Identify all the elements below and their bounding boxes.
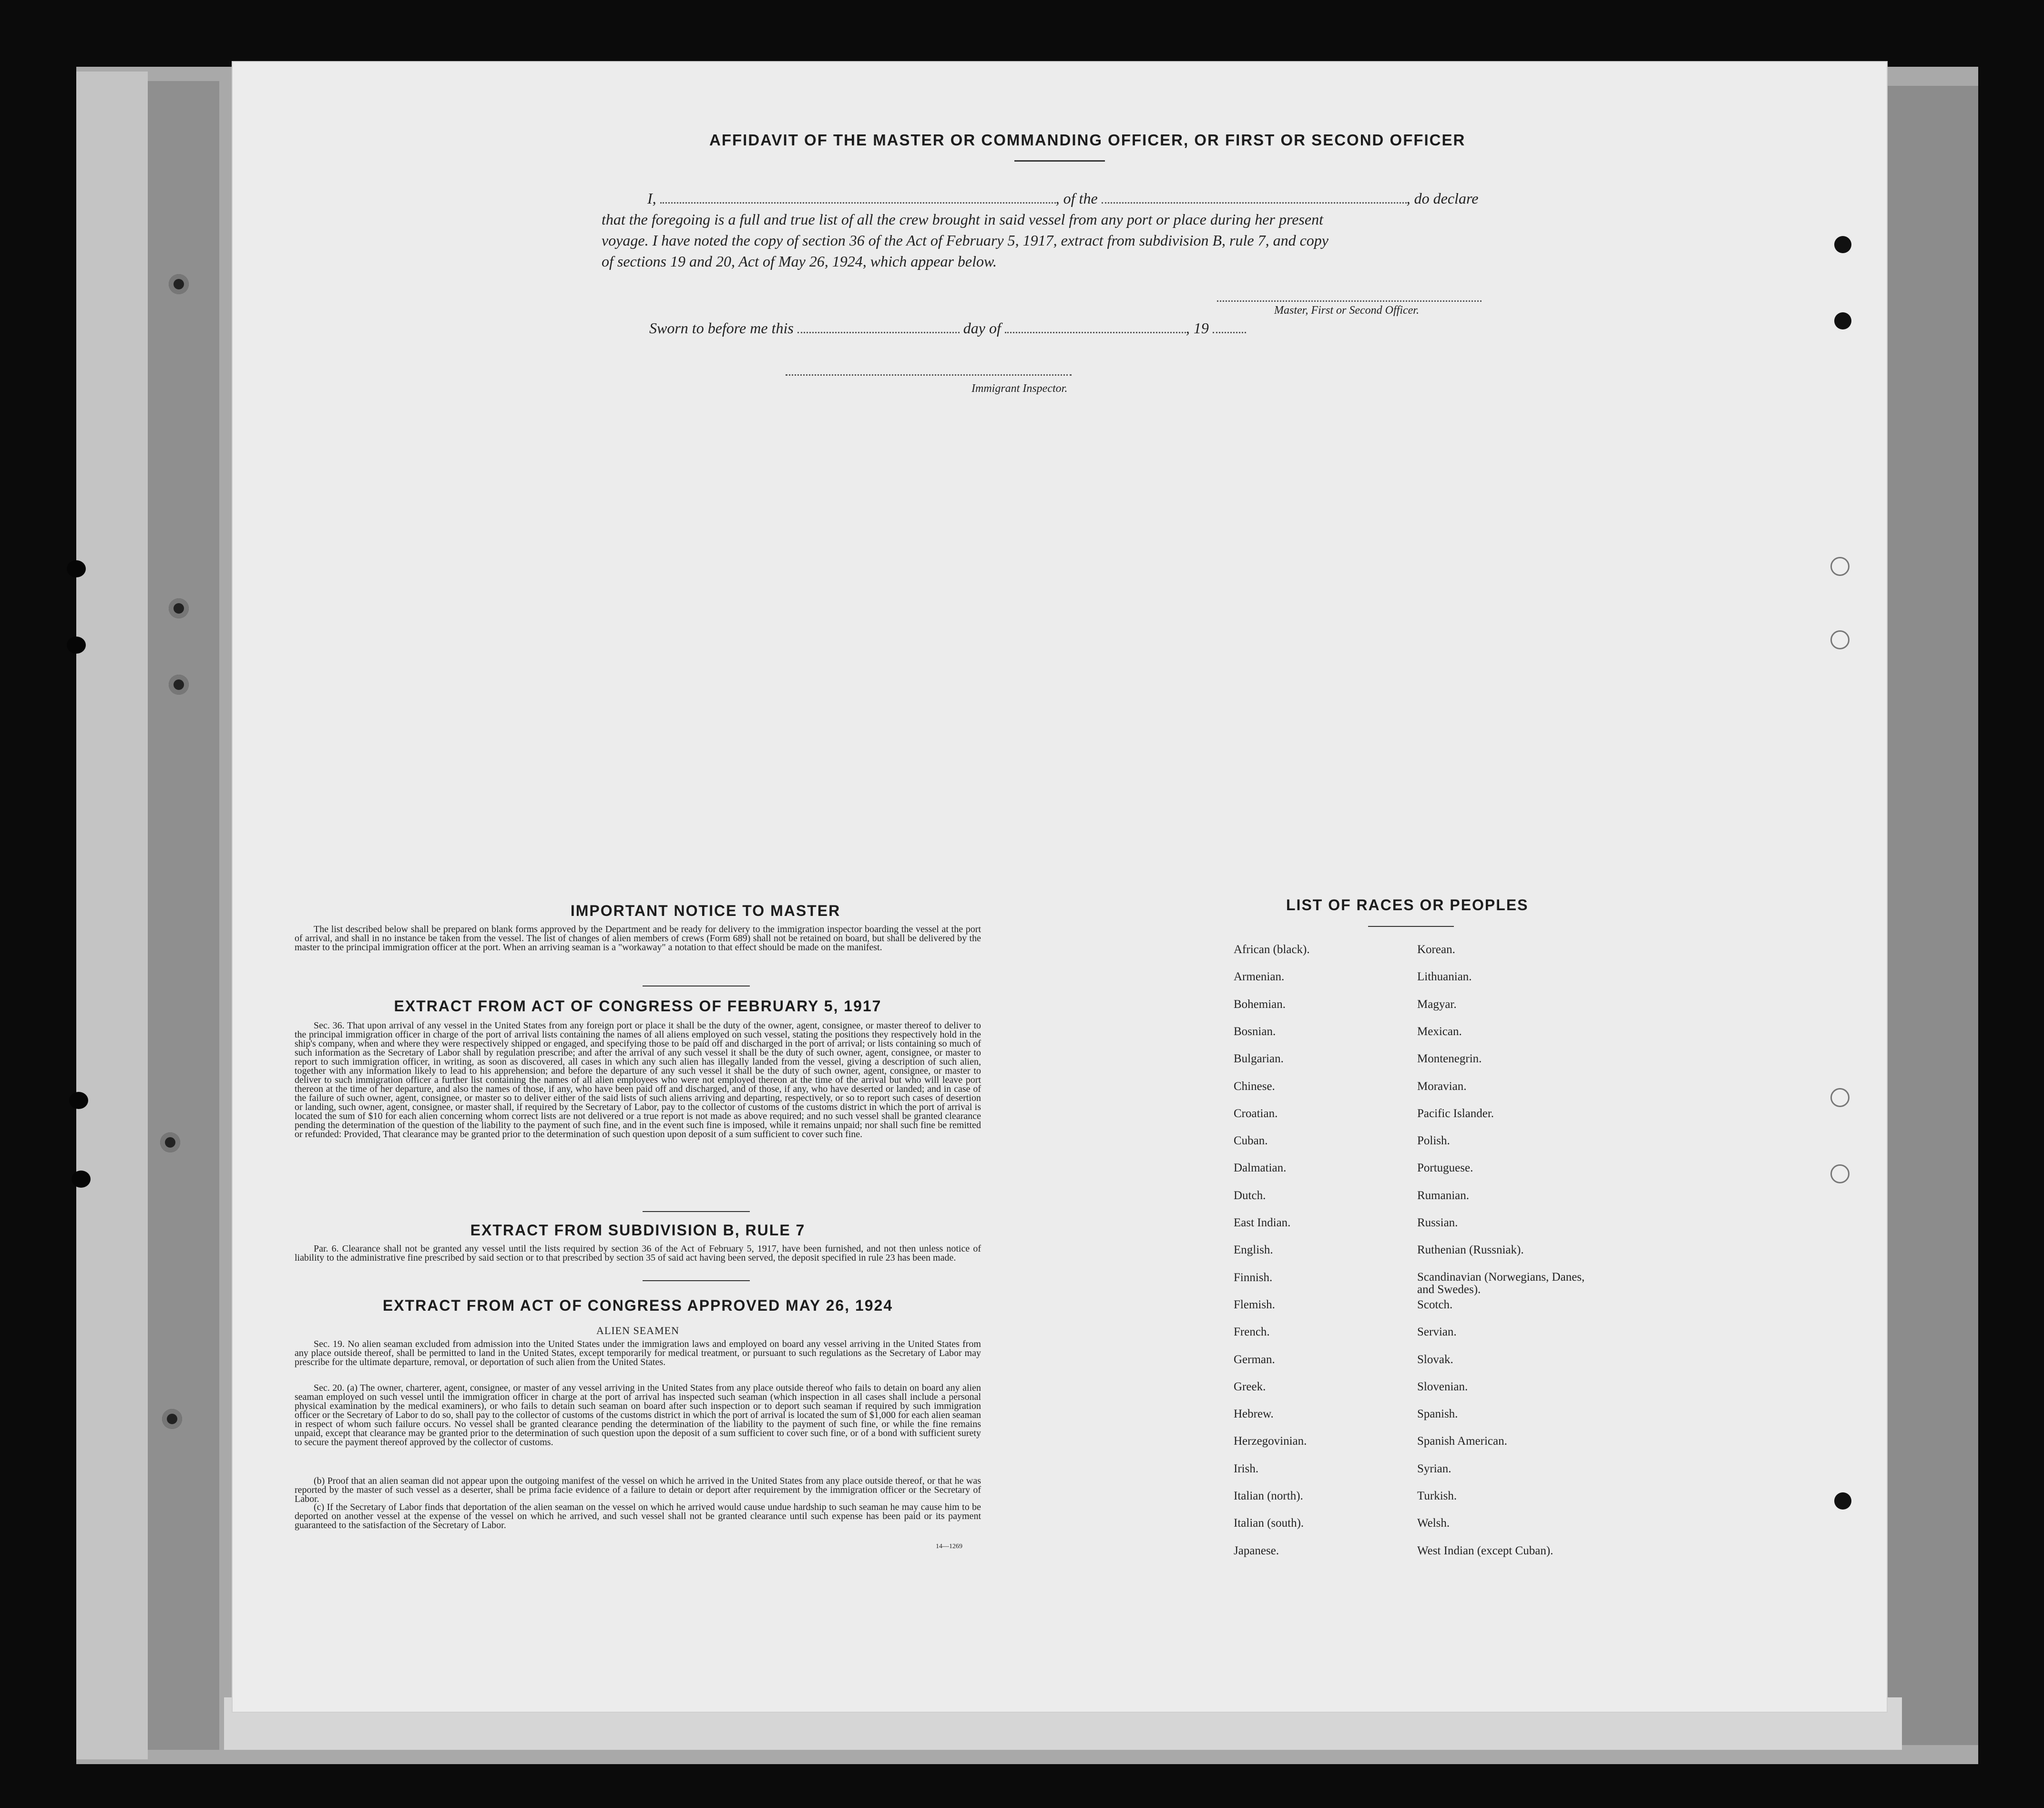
section-rule (643, 1280, 750, 1281)
punch-hole (1830, 630, 1850, 649)
sworn-year-blank[interactable] (1213, 332, 1246, 333)
sworn-day-of: day of (963, 319, 1001, 337)
race-item: African (black). (1234, 943, 1310, 956)
race-item: Turkish. (1417, 1490, 1457, 1502)
master-signature-line[interactable] (1217, 300, 1482, 302)
name-blank[interactable] (660, 202, 1056, 204)
binding-hole (69, 1092, 88, 1109)
race-item: Chinese. (1234, 1079, 1275, 1093)
form-number: 14—1269 (936, 1543, 962, 1550)
section-rule (643, 1211, 750, 1212)
race-item: Scandinavian (Norwegians, Danes, and Swedes). (1417, 1270, 1585, 1296)
affidavit-line-2: that the foregoing is a full and true list of all the crew brought in said vessel from any port or place during her present (602, 211, 1323, 228)
inspector-caption: Immigrant Inspector. (971, 382, 1068, 395)
affidavit-line-4: of sections 19 and 20, Act of May 26, 1924, which appear below. (602, 253, 997, 270)
sworn-start: Sworn to before me this (649, 319, 794, 337)
binding-hole (160, 1132, 180, 1152)
race-item: Armenian. (1234, 970, 1285, 984)
affidavit-line-3: voyage. I have noted the copy of section 36 of the Act of February 5, 1917, extract from subdivision B, rule 7, and copy (602, 232, 1329, 249)
master-caption: Master, First or Second Officer. (1274, 304, 1419, 317)
sworn-day-blank[interactable] (797, 332, 960, 333)
sec19-text: Sec. 19. No alien seaman excluded from admission into the United States under the immigration laws and employed on board any vessel arriving in the United States from any place outside thereof, shall be permitted to land in the United States, except temporarily for medical treatment, or pursuant to such regulations as the Secretary of Labor may prescribe for the ultimate departure, removal, or deportation of such alien from the United States. (295, 1339, 981, 1367)
race-item: German. (1234, 1353, 1275, 1366)
race-item: Montenegrin. (1417, 1052, 1482, 1066)
race-item: Bohemian. (1234, 997, 1286, 1011)
left-binding-shadow (148, 81, 219, 1750)
binding-hole (169, 274, 189, 294)
inspector-signature-line[interactable] (786, 374, 1072, 376)
race-item: Mexican. (1417, 1025, 1462, 1038)
race-item: East Indian. (1234, 1216, 1291, 1229)
sec20c-text: (c) If the Secretary of Labor finds that deportation of the alien seaman on the vessel on which he arrived would cause undue hardship to such seaman he may cause him to be deported on another vessel at the expense of the vessel on which he arrived, and such vessel shall not be granted clearance until such expense has been paid or its payment guaranteed to the satisfaction of the Secretary of Labor. (295, 1502, 981, 1531)
race-item: Syrian. (1417, 1462, 1451, 1475)
race-item: Rumanian. (1417, 1189, 1470, 1202)
race-item: Moravian. (1417, 1079, 1467, 1093)
manifest-page (233, 62, 1887, 1712)
race-item: Irish. (1234, 1462, 1259, 1475)
race-item: Italian (south). (1234, 1517, 1304, 1530)
sworn-year: , 19 (1186, 319, 1209, 337)
race-item: Spanish. (1417, 1407, 1458, 1421)
punch-hole (1830, 1164, 1850, 1183)
alien-seamen-subtitle: ALIEN SEAMEN (596, 1325, 679, 1336)
extract-1917-text: Sec. 36. That upon arrival of any vessel in the United States from any foreign port or place it shall be the duty of the owner, agent, consignee, or master thereof to deliver to the principal immigration officer in charge of the port of arrival lists containing the names of all aliens employed on such vessel, stating the positions they respectively hold in the ship's company, when and where they were respectively shipped or engaged, and specifying those to be paid off and discharged in the port of arrival; or lists containing so much of such information as the Secretary of Labor shall by regulation prescribe; and after the arrival of any such vessel it shall be the duty of such owner, agent, consignee, or master to report to such immigration officer, in writing, as soon as discovered, all cases in which any such alien has illegally landed from the vessel, giving a description of such alien, together with any information likely to lead to his apprehension; and before the departure of any such vessel it shall be the duty of such owner, agent, consignee, or master to deliver to such immigration officer a further list containing the names of all alien employees who were not employed thereon at the time of the arrival but who will leave port thereon at the time of her departure, and also the names of those, if any, who have been paid off and discharged, and of those, if any, who have deserted or landed; and in case of the failure of such owner, agent, consignee, or master so to deliver either of the said lists of such aliens arriving and departing, respectively, or so to report such cases of desertion or landing, such owner, agent, consignee, or master shall, if required by the Secretary of Labor, pay to the collector of customs of the customs district in which the port of arrival is located the sum of $10 for each alien concerning whom correct lists are not delivered or a true report is not made as above required; and no such vessel shall be granted clearance pending the determination of the question of the liability to the payment of such fine, and in the event such fine is imposed, while it remains unpaid; nor shall such fine be remitted or refunded: Provided, That clearance may be granted prior to the determination of such question upon deposit of a sum sufficient to cover such fine. (295, 1020, 981, 1140)
race-item: Russian. (1417, 1216, 1458, 1229)
race-item: Magyar. (1417, 997, 1457, 1011)
race-item: Bosnian. (1234, 1025, 1276, 1038)
sworn-line (649, 319, 1246, 337)
sec20b-text: (b) Proof that an alien seaman did not appear upon the outgoing manifest of the vessel on which he arrived in the United States from any place outside thereof, or that he was reported by the master of such vessel as a deserter, shall be prima facie evidence of a failure to detain or deport after requirement by the immigration officer or the Secretary of Labor. (295, 1476, 981, 1504)
race-item: Italian (north). (1234, 1490, 1303, 1502)
extract-rule7-title: EXTRACT FROM SUBDIVISION B, RULE 7 (470, 1222, 806, 1239)
race-item: Flemish. (1234, 1298, 1275, 1311)
punch-hole (1830, 557, 1850, 576)
race-item: Ruthenian (Russniak). (1417, 1243, 1524, 1257)
race-item: West Indian (except Cuban). (1417, 1544, 1553, 1557)
race-item: Slovenian. (1417, 1380, 1468, 1393)
affidavit-declare: , do declare (1406, 190, 1479, 207)
binding-hole (67, 560, 86, 577)
race-item: Scotch. (1417, 1298, 1453, 1311)
race-item: Dutch. (1234, 1189, 1266, 1202)
binding-hole (169, 598, 189, 618)
notice-title: IMPORTANT NOTICE TO MASTER (570, 902, 841, 919)
extract-rule7-text: Par. 6. Clearance shall not be granted any vessel until the lists required by section 36 of the Act of February 5, 1917, have been furnished, and not then unless notice of liability to the administrative fine prescribed by said section or to that prescribed by section 35 of said act having been served, the deposit specified in rule 23 has been made. (295, 1243, 981, 1263)
punch-hole (1830, 1088, 1850, 1107)
binding-hole (169, 675, 189, 695)
race-item: Finnish. (1234, 1271, 1273, 1284)
sec20a-text: Sec. 20. (a) The owner, charterer, agent, consignee, or master of any vessel arriving in the United States from any place outside thereof who fails to detain on board any alien seaman employed on such vessel until the immigration officer in charge at the port of arrival has inspected such seaman (which inspection in all cases shall include a personal physical examination by the medical examiners), or who fails to detain such seaman on board after such inspection or to deport such seaman if required by such immigration officer or the Secretary of Labor to do so, shall pay to the collector of customs of the customs district in which the port of arrival is located the sum of $1,000 for each alien seaman in respect of whom such failure occurs. No vessel shall be granted clearance pending the determination of the liability to the payment of such fine, or while the fine remains unpaid, except that clearance may be granted prior to the determination of such question upon the deposit of a sum sufficient to cover such fine, or of a bond with sufficient surety to secure the payment thereof approved by the collector of customs. (295, 1383, 981, 1448)
affidavit-title: AFFIDAVIT OF THE MASTER OR COMMANDING OFFICER, OR FIRST OR SECOND OFFICER (709, 131, 1466, 149)
race-item: Croatian. (1234, 1107, 1278, 1120)
race-item: Spanish American. (1417, 1435, 1507, 1448)
affidavit-of-the: , of the (1055, 190, 1098, 207)
race-item: Korean. (1417, 943, 1455, 956)
races-title-rule (1368, 926, 1454, 927)
binding-hole (162, 1409, 182, 1429)
race-item: French. (1234, 1325, 1270, 1339)
extract-1917-title: EXTRACT FROM ACT OF CONGRESS OF FEBRUARY 5, 1917 (394, 997, 882, 1015)
race-item: Portuguese. (1417, 1161, 1473, 1175)
race-item: Bulgarian. (1234, 1052, 1284, 1066)
race-item: Slovak. (1417, 1353, 1453, 1366)
vessel-blank[interactable] (1102, 202, 1407, 204)
notice-text: The list described below shall be prepared on blank forms approved by the Department and be ready for delivery to the immigration inspector boarding the vessel at the port of arrival, and shall in no instance be taken from the vessel. The list of changes of alien members of crews (Form 689) shall not be retained on board, but shall be delivered by the master to the principal immigration officer at the port. When an arriving seaman is a "workaway" a notation to that effect should be made on the manifest. (295, 924, 981, 953)
race-item: Servian. (1417, 1325, 1457, 1339)
punch-hole (1834, 1492, 1851, 1510)
sworn-month-blank[interactable] (1005, 332, 1186, 333)
left-binding-strip (76, 72, 148, 1759)
affidavit-line-1 (647, 190, 1753, 207)
extract-1924-title: EXTRACT FROM ACT OF CONGRESS APPROVED MAY 26, 1924 (382, 1297, 893, 1314)
affidavit-i: I, (647, 190, 656, 207)
punch-hole (1834, 236, 1851, 253)
race-item: Japanese. (1234, 1544, 1279, 1557)
race-item: Cuban. (1234, 1134, 1268, 1148)
race-item: Herzegovinian. (1234, 1435, 1307, 1448)
race-item: Polish. (1417, 1134, 1450, 1148)
race-item: Lithuanian. (1417, 970, 1472, 984)
race-item: Greek. (1234, 1380, 1266, 1393)
title-rule (1014, 160, 1105, 162)
race-item: Pacific Islander. (1417, 1107, 1494, 1120)
binding-hole (67, 637, 86, 654)
binding-hole (72, 1171, 91, 1188)
races-title: LIST OF RACES OR PEOPLES (1286, 896, 1529, 914)
race-item: Hebrew. (1234, 1407, 1274, 1421)
punch-hole (1834, 312, 1851, 329)
race-item: English. (1234, 1243, 1273, 1257)
race-item: Welsh. (1417, 1517, 1450, 1530)
race-item: Dalmatian. (1234, 1161, 1287, 1175)
